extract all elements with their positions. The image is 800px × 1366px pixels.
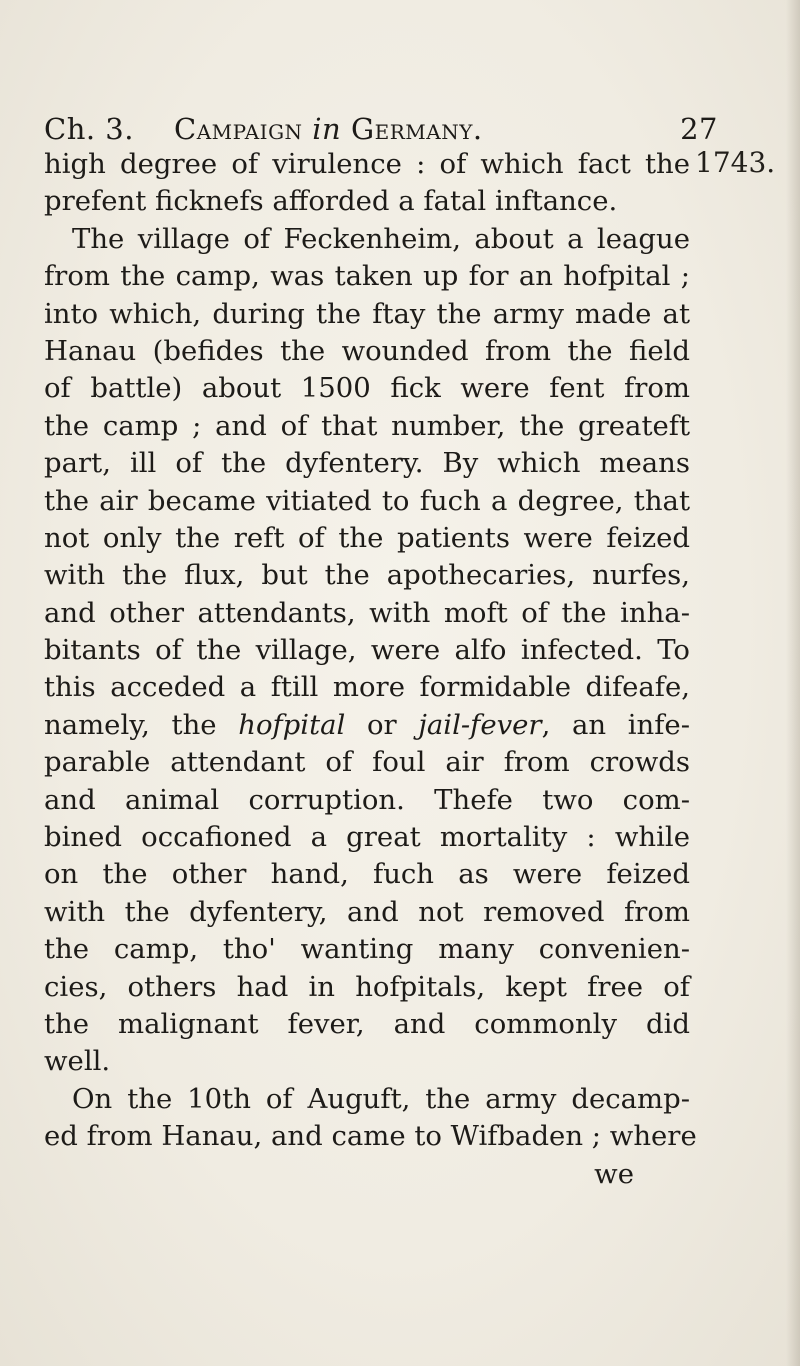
running-title-italic: in (312, 112, 342, 146)
running-title: Campaign in Germany. (174, 112, 483, 146)
text-line: and other attendants, with moft of the inha- (44, 596, 690, 629)
text-line: cies, others had in hofpitals, kept free of (44, 970, 690, 1003)
text-line: well. (44, 1045, 111, 1078)
text-line: on the other hand, fuch as were feized (44, 858, 690, 891)
catchword: we (594, 1157, 634, 1190)
italic-term-hospital: hofpital (238, 708, 346, 741)
text-line: with the dyfentery, and not removed from (44, 895, 690, 928)
text-line: ed from Hanau, and came to Wifbaden ; where (44, 1120, 697, 1153)
body-text (44, 146, 697, 1193)
text-line: Hanau (befides the wounded from the field (44, 334, 690, 367)
text-line: of battle) about 1500 fick were fent from (44, 372, 690, 405)
page-number: 27 (680, 112, 718, 146)
text-line: the malignant fever, and commonly did (44, 1007, 690, 1040)
text-line: high degree of virulence : of which fact the (44, 148, 690, 180)
text-line: with the flux, but the apothecaries, nurfes, (44, 559, 690, 592)
text-line: parable attendant of foul air from crowds (44, 746, 690, 779)
text-line: the camp, tho' wanting many convenien- (44, 933, 690, 966)
text-line: this acceded a ftill more formidable difeafe, (44, 671, 690, 704)
text-line: namely, the hofpital or jail-fever, an infe- (44, 708, 690, 741)
margin-note-year: 1743. (695, 146, 776, 179)
text-line: and animal corruption. Thefe two com- (44, 783, 690, 816)
text-line: into which, during the ftay the army made at (44, 297, 690, 330)
italic-term-jail-fever: jail-fever (418, 708, 542, 741)
text-line: On the 10th of Auguft, the army decamp- (72, 1082, 690, 1115)
page-edge-shadow (786, 0, 800, 1366)
chapter-label: Ch. 3. (44, 112, 134, 146)
text-line: bined occafioned a great mortality : while (44, 821, 690, 854)
text-line: The village of Feckenheim, about a league (72, 222, 690, 255)
text-line: the camp ; and of that number, the greateft (44, 409, 690, 442)
text-line: bitants of the village, were alfo infected. To (44, 634, 690, 667)
text-line: prefent ficknefs afforded a fatal inftance. (44, 185, 618, 218)
text-line: part, ill of the dyfentery. By which means (44, 447, 690, 480)
text-line: the air became vitiated to fuch a degree, that (44, 484, 690, 517)
text-line: from the camp, was taken up for an hofpital ; (44, 260, 690, 293)
text-line: not only the reft of the patients were feized (44, 521, 690, 554)
